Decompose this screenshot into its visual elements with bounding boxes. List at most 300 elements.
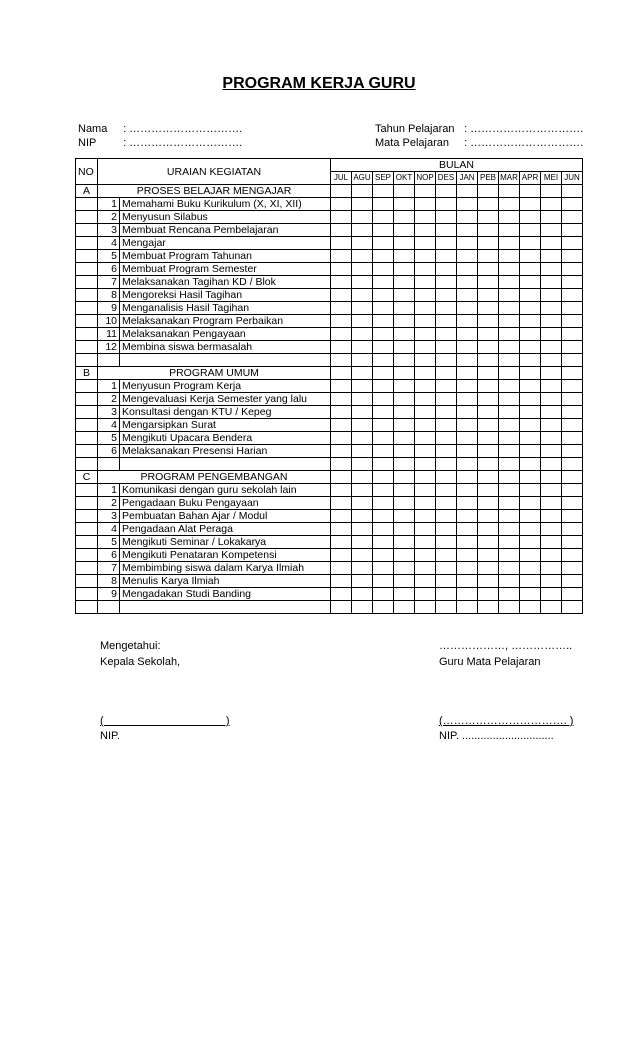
month-cell: [457, 263, 478, 276]
month-cell: [457, 276, 478, 289]
month-cell: [373, 250, 394, 263]
month-cell: [436, 549, 457, 562]
item-text: Melaksanakan Tagihan KD / Blok: [120, 276, 331, 289]
month-cell: [541, 211, 562, 224]
month-cell: [520, 328, 541, 341]
month-cell: [394, 367, 415, 380]
month-cell: [520, 211, 541, 224]
month-header: SEP: [373, 172, 394, 185]
month-cell: [541, 562, 562, 575]
nama-value: : ………………………….: [123, 123, 243, 135]
month-cell: [415, 497, 436, 510]
month-cell: [415, 276, 436, 289]
item-text: Mengarsipkan Surat: [120, 419, 331, 432]
month-cell: [562, 471, 583, 484]
month-cell: [436, 458, 457, 471]
spacer-row: [76, 601, 583, 614]
item-text: Melaksanakan Pengayaan: [120, 328, 331, 341]
uraian-header: URAIAN KEGIATAN: [98, 159, 331, 185]
month-cell: [541, 354, 562, 367]
month-cell: [373, 328, 394, 341]
month-cell: [436, 263, 457, 276]
right-nip: NIP. ..............................: [439, 730, 554, 742]
month-cell: [562, 497, 583, 510]
blank-cell: [76, 263, 98, 276]
month-cell: [457, 211, 478, 224]
month-cell: [520, 406, 541, 419]
month-cell: [562, 211, 583, 224]
month-cell: [352, 458, 373, 471]
blank-cell: [76, 588, 98, 601]
month-cell: [436, 406, 457, 419]
month-cell: [436, 367, 457, 380]
month-cell: [499, 185, 520, 198]
month-cell: [499, 484, 520, 497]
section-title: PROSES BELAJAR MENGAJAR: [98, 185, 331, 198]
item-text: Melaksanakan Presensi Harian: [120, 445, 331, 458]
month-cell: [415, 250, 436, 263]
month-cell: [520, 224, 541, 237]
month-cell: [331, 432, 352, 445]
month-cell: [457, 497, 478, 510]
month-cell: [415, 471, 436, 484]
month-cell: [478, 380, 499, 393]
blank-cell: [76, 198, 98, 211]
month-cell: [394, 458, 415, 471]
month-cell: [436, 198, 457, 211]
month-cell: [541, 510, 562, 523]
month-cell: [478, 263, 499, 276]
month-cell: [478, 575, 499, 588]
month-cell: [478, 497, 499, 510]
table-row: [76, 484, 583, 497]
month-cell: [352, 224, 373, 237]
month-cell: [373, 185, 394, 198]
blank-cell: [76, 536, 98, 549]
month-cell: [373, 393, 394, 406]
table-row: [76, 393, 583, 406]
month-cell: [415, 302, 436, 315]
item-number: 6: [98, 445, 120, 458]
blank-cell: [76, 380, 98, 393]
month-cell: [331, 445, 352, 458]
item-number: 5: [98, 432, 120, 445]
tahun-label: Tahun Pelajaran: [375, 123, 455, 135]
month-cell: [457, 302, 478, 315]
nama-label: Nama: [78, 123, 108, 135]
blank-cell: [76, 445, 98, 458]
guru-mapel-label: Guru Mata Pelajaran: [439, 656, 541, 668]
month-cell: [499, 458, 520, 471]
blank-cell: [120, 354, 331, 367]
month-cell: [415, 328, 436, 341]
item-number: 12: [98, 341, 120, 354]
item-text: Membimbing siswa dalam Karya Ilmiah: [120, 562, 331, 575]
table-row: [76, 380, 583, 393]
month-cell: [499, 380, 520, 393]
right-name-line: (……………………………. ): [439, 715, 574, 727]
month-cell: [541, 549, 562, 562]
month-cell: [415, 289, 436, 302]
month-cell: [562, 380, 583, 393]
month-cell: [352, 536, 373, 549]
section-row: [76, 185, 583, 198]
month-cell: [562, 237, 583, 250]
month-cell: [415, 354, 436, 367]
month-cell: [436, 484, 457, 497]
month-cell: [541, 224, 562, 237]
month-cell: [520, 601, 541, 614]
month-cell: [331, 302, 352, 315]
item-text: Menyusun Program Kerja: [120, 380, 331, 393]
table-row: [76, 575, 583, 588]
month-cell: [331, 562, 352, 575]
item-number: 8: [98, 289, 120, 302]
month-header: APR: [520, 172, 541, 185]
month-cell: [520, 497, 541, 510]
month-cell: [520, 536, 541, 549]
item-number: 4: [98, 523, 120, 536]
month-cell: [415, 523, 436, 536]
month-cell: [352, 380, 373, 393]
month-cell: [331, 419, 352, 432]
month-cell: [352, 497, 373, 510]
month-cell: [541, 601, 562, 614]
item-number: 7: [98, 276, 120, 289]
item-number: 1: [98, 380, 120, 393]
month-cell: [478, 315, 499, 328]
month-cell: [373, 276, 394, 289]
month-cell: [394, 341, 415, 354]
month-cell: [373, 562, 394, 575]
month-cell: [478, 341, 499, 354]
month-cell: [478, 601, 499, 614]
month-cell: [541, 575, 562, 588]
month-cell: [394, 263, 415, 276]
month-cell: [415, 393, 436, 406]
table-row: [76, 211, 583, 224]
month-cell: [478, 510, 499, 523]
table-row: [76, 497, 583, 510]
month-cell: [499, 536, 520, 549]
month-cell: [352, 237, 373, 250]
month-cell: [352, 406, 373, 419]
month-cell: [562, 198, 583, 211]
table-row: [76, 406, 583, 419]
month-cell: [520, 354, 541, 367]
month-cell: [499, 354, 520, 367]
month-cell: [499, 198, 520, 211]
month-cell: [478, 432, 499, 445]
month-cell: [520, 302, 541, 315]
item-text: Konsultasi dengan KTU / Kepeg: [120, 406, 331, 419]
item-text: Menyusun Silabus: [120, 211, 331, 224]
month-cell: [352, 367, 373, 380]
month-cell: [499, 393, 520, 406]
month-cell: [436, 341, 457, 354]
month-cell: [478, 406, 499, 419]
month-cell: [478, 354, 499, 367]
month-cell: [415, 445, 436, 458]
month-cell: [394, 510, 415, 523]
month-cell: [478, 250, 499, 263]
month-cell: [394, 354, 415, 367]
month-cell: [394, 471, 415, 484]
month-cell: [457, 432, 478, 445]
item-text: Mengoreksi Hasil Tagihan: [120, 289, 331, 302]
month-cell: [373, 315, 394, 328]
item-text: Mengadakan Studi Banding: [120, 588, 331, 601]
month-cell: [499, 328, 520, 341]
item-text: Memahami Buku Kurikulum (X, XI, XII): [120, 198, 331, 211]
month-cell: [373, 341, 394, 354]
month-cell: [478, 536, 499, 549]
blank-cell: [76, 354, 98, 367]
month-cell: [394, 601, 415, 614]
month-cell: [457, 237, 478, 250]
month-cell: [394, 484, 415, 497]
table-row: [76, 562, 583, 575]
month-cell: [457, 601, 478, 614]
blank-cell: [76, 289, 98, 302]
month-cell: [457, 367, 478, 380]
month-cell: [352, 315, 373, 328]
month-cell: [373, 549, 394, 562]
month-cell: [541, 419, 562, 432]
month-cell: [457, 289, 478, 302]
month-cell: [457, 523, 478, 536]
month-cell: [541, 458, 562, 471]
month-cell: [373, 484, 394, 497]
blank-cell: [76, 237, 98, 250]
month-cell: [457, 445, 478, 458]
table-row: [76, 250, 583, 263]
month-cell: [478, 393, 499, 406]
month-cell: [331, 575, 352, 588]
month-cell: [436, 315, 457, 328]
section-title: PROGRAM UMUM: [98, 367, 331, 380]
month-cell: [394, 419, 415, 432]
month-cell: [331, 497, 352, 510]
month-cell: [394, 432, 415, 445]
month-cell: [394, 328, 415, 341]
month-cell: [436, 471, 457, 484]
item-text: Mengikuti Penataran Kompetensi: [120, 549, 331, 562]
section-row: [76, 471, 583, 484]
month-cell: [457, 354, 478, 367]
month-header: MAR: [499, 172, 520, 185]
blank-cell: [76, 302, 98, 315]
blank-cell: [76, 406, 98, 419]
month-cell: [394, 406, 415, 419]
month-header: PEB: [478, 172, 499, 185]
blank-cell: [76, 523, 98, 536]
item-number: 6: [98, 263, 120, 276]
month-cell: [457, 224, 478, 237]
month-cell: [436, 497, 457, 510]
month-cell: [457, 198, 478, 211]
item-number: 4: [98, 419, 120, 432]
month-cell: [520, 523, 541, 536]
item-text: Pengadaan Alat Peraga: [120, 523, 331, 536]
nip-label: NIP: [78, 137, 97, 149]
month-cell: [457, 549, 478, 562]
month-cell: [478, 588, 499, 601]
left-name-line: ( ): [100, 715, 230, 727]
month-cell: [415, 601, 436, 614]
month-cell: [331, 341, 352, 354]
item-number: 8: [98, 575, 120, 588]
month-cell: [562, 185, 583, 198]
month-cell: [352, 302, 373, 315]
month-cell: [520, 562, 541, 575]
item-number: 2: [98, 211, 120, 224]
month-cell: [331, 510, 352, 523]
item-number: 7: [98, 562, 120, 575]
month-cell: [415, 484, 436, 497]
month-cell: [520, 471, 541, 484]
item-number: 10: [98, 315, 120, 328]
month-cell: [331, 354, 352, 367]
month-cell: [352, 354, 373, 367]
month-cell: [352, 250, 373, 263]
month-cell: [373, 380, 394, 393]
month-cell: [436, 380, 457, 393]
month-cell: [373, 406, 394, 419]
month-cell: [436, 224, 457, 237]
month-cell: [352, 341, 373, 354]
month-cell: [499, 302, 520, 315]
item-text: Komunikasi dengan guru sekolah lain: [120, 484, 331, 497]
month-cell: [541, 263, 562, 276]
month-cell: [541, 484, 562, 497]
month-cell: [331, 198, 352, 211]
month-cell: [373, 432, 394, 445]
month-cell: [520, 237, 541, 250]
month-cell: [394, 211, 415, 224]
month-cell: [352, 211, 373, 224]
month-cell: [352, 445, 373, 458]
month-cell: [331, 367, 352, 380]
month-cell: [436, 393, 457, 406]
month-cell: [541, 315, 562, 328]
month-cell: [415, 588, 436, 601]
month-cell: [499, 224, 520, 237]
month-cell: [331, 185, 352, 198]
month-cell: [499, 315, 520, 328]
month-cell: [352, 328, 373, 341]
month-cell: [562, 432, 583, 445]
month-cell: [478, 237, 499, 250]
nama-row: [78, 123, 242, 135]
month-cell: [499, 549, 520, 562]
month-header: DES: [436, 172, 457, 185]
month-cell: [436, 432, 457, 445]
no-header: NO: [76, 159, 98, 185]
month-cell: [352, 588, 373, 601]
month-cell: [352, 562, 373, 575]
month-cell: [436, 302, 457, 315]
month-cell: [352, 419, 373, 432]
month-cell: [541, 341, 562, 354]
month-cell: [352, 289, 373, 302]
tahun-row: [375, 123, 583, 135]
month-cell: [499, 276, 520, 289]
month-cell: [331, 588, 352, 601]
month-cell: [331, 549, 352, 562]
table-row: [76, 341, 583, 354]
month-cell: [436, 328, 457, 341]
month-cell: [562, 536, 583, 549]
month-cell: [331, 237, 352, 250]
month-cell: [457, 471, 478, 484]
month-cell: [499, 289, 520, 302]
month-cell: [436, 445, 457, 458]
bulan-header: BULAN: [331, 159, 583, 172]
month-cell: [394, 185, 415, 198]
item-number: 3: [98, 224, 120, 237]
kepala-sekolah-label: Kepala Sekolah,: [100, 656, 181, 668]
month-cell: [457, 315, 478, 328]
month-cell: [331, 601, 352, 614]
month-cell: [415, 185, 436, 198]
month-cell: [331, 289, 352, 302]
spacer-row: [76, 354, 583, 367]
month-cell: [331, 263, 352, 276]
right-signature-block: [439, 638, 572, 670]
month-cell: [373, 510, 394, 523]
month-cell: [394, 536, 415, 549]
blank-cell: [76, 562, 98, 575]
month-cell: [436, 237, 457, 250]
left-nip: NIP.: [100, 730, 120, 742]
blank-cell: [76, 276, 98, 289]
item-number: 2: [98, 393, 120, 406]
month-header: NOP: [415, 172, 436, 185]
month-cell: [415, 211, 436, 224]
table-row: [76, 510, 583, 523]
month-cell: [373, 497, 394, 510]
section-title: PROGRAM PENGEMBANGAN: [98, 471, 331, 484]
month-cell: [373, 354, 394, 367]
section-code: B: [76, 367, 98, 380]
month-cell: [562, 393, 583, 406]
month-cell: [436, 276, 457, 289]
month-cell: [352, 198, 373, 211]
month-cell: [562, 224, 583, 237]
month-cell: [415, 536, 436, 549]
table-row: [76, 315, 583, 328]
blank-cell: [76, 575, 98, 588]
month-cell: [499, 237, 520, 250]
month-header: JUL: [331, 172, 352, 185]
month-cell: [499, 471, 520, 484]
month-cell: [394, 276, 415, 289]
month-cell: [352, 484, 373, 497]
month-cell: [478, 562, 499, 575]
month-cell: [541, 328, 562, 341]
month-cell: [520, 575, 541, 588]
month-cell: [562, 250, 583, 263]
month-cell: [394, 523, 415, 536]
month-cell: [562, 328, 583, 341]
month-cell: [436, 211, 457, 224]
month-cell: [499, 263, 520, 276]
blank-cell: [76, 432, 98, 445]
blank-cell: [76, 458, 98, 471]
item-text: Mengajar: [120, 237, 331, 250]
blank-cell: [76, 341, 98, 354]
